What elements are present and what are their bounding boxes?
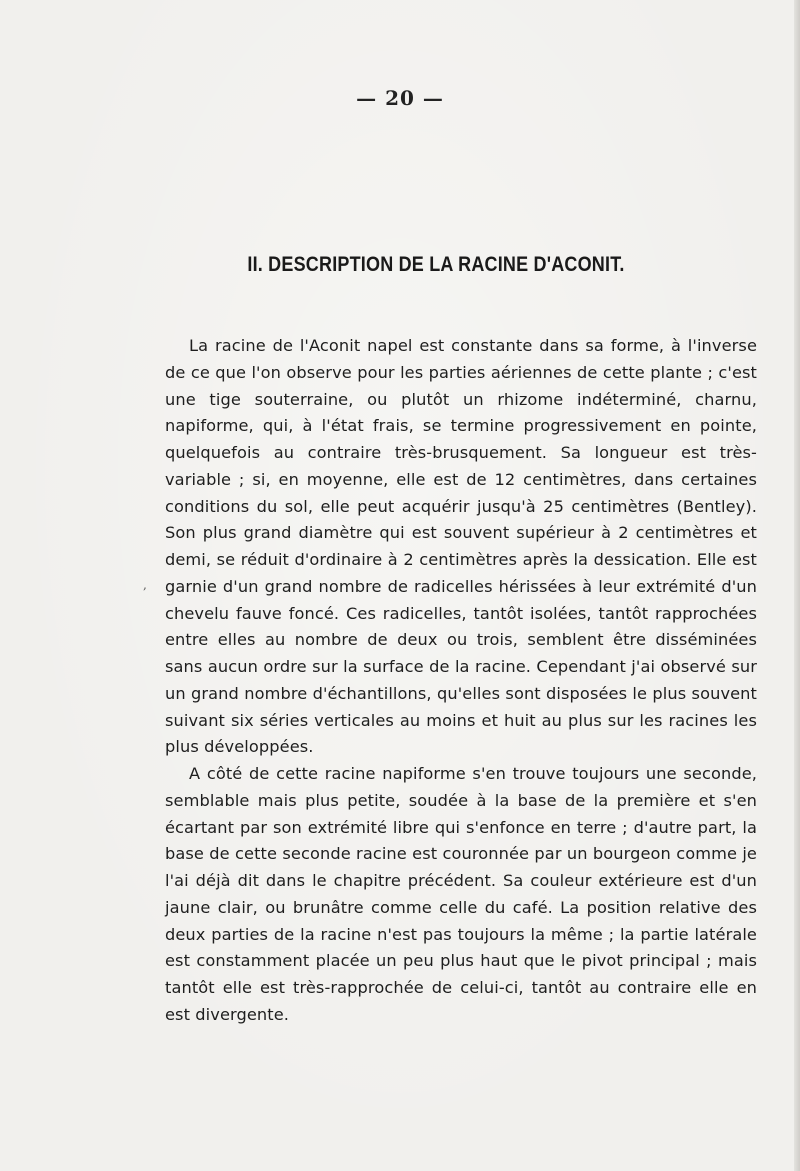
paragraph-1: La racine de l'Aconit napel est constante dans sa forme, à l'inverse de ce que l'on observe pour les parties aériennes de cette plante ; c'est une tige souterraine, ou plutôt un rhizome indéterminé, charnu, napiforme, qui, à l'état frais, se termine progressivement en pointe, quelquefois au contraire très-brusquement. Sa longueur est très-variable ; si, en moyenne, elle est de 12 centimètres, dans certaines conditions du sol, elle peut acquérir jusqu'à 25 centimètres (Bentley). Son plus grand diamètre qui est souvent supérieur à 2 centimètres et demi, se réduit d'ordinaire à 2 centimètres après la dessication. Elle est garnie d'un grand nombre de radicelles hérissées à leur extrémité d'un chevelu fauve foncé. Ces radicelles, tantôt isolées, tantôt rapprochées entre elles au nombre de deux ou trois, semblent être disséminées sans aucun ordre sur la surface de la racine. Cependant j'ai observé sur un grand nombre d'échantillons, qu'elles sont disposées le plus souvent suivant six séries verticales au moins et huit au plus sur les racines les plus développées. (165, 336, 757, 757)
page-edge (794, 0, 800, 1171)
section-title: II. DESCRIPTION DE LA RACINE D'ACONIT. (247, 252, 625, 276)
paragraph-2: A côté de cette racine napiforme s'en trouve toujours une seconde, semblable mais plus petite, soudée à la base de la première et s'en écartant par son extrémité libre qui s'enfonce en terre ; d'autre part, la base de cette seconde racine est couronnée par un bourgeon comme je l'ai déjà dit dans le chapitre précédent. Sa couleur extérieure est d'un jaune clair, ou brunâtre comme celle du café. La position relative des deux parties de la racine n'est pas toujours la même ; la partie latérale est constamment placée un peu plus haut que le pivot principal ; mais tantôt elle est très-rapprochée de celui-ci, tantôt au contraire elle en est divergente. (165, 764, 757, 1024)
page-number: — 20 — (356, 86, 444, 110)
body-text (165, 333, 757, 1029)
margin-speck: , (143, 578, 147, 592)
